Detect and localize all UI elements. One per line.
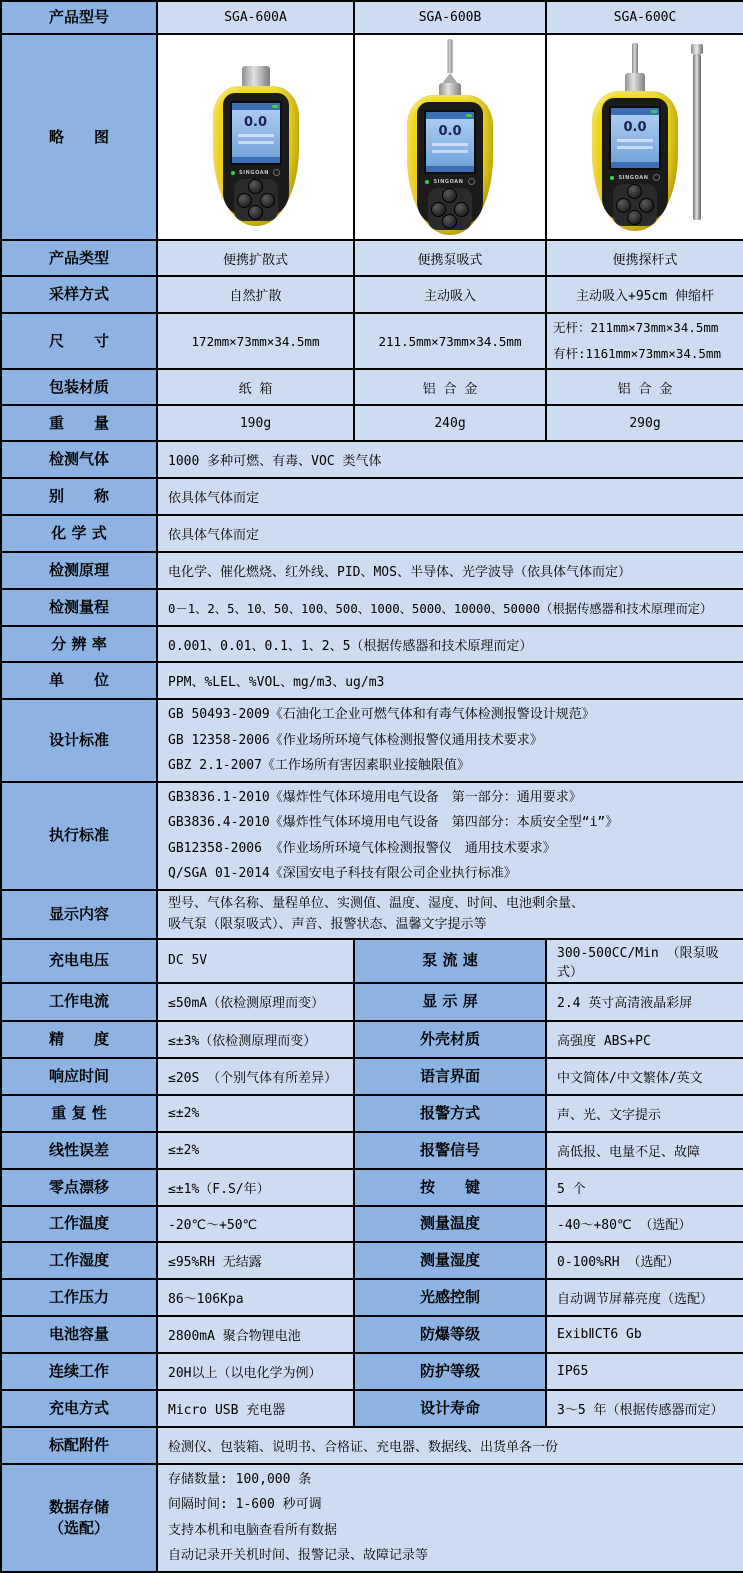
header-label: 产品型号 [1, 1, 157, 34]
row-label: 采样方式 [1, 276, 157, 313]
table-row [1, 1058, 743, 1095]
row-label [1, 1464, 157, 1572]
spec-label: 防爆等级 [354, 1316, 546, 1353]
brand-label: SINGOAN [238, 169, 270, 176]
row-label: 检测原理 [1, 552, 157, 589]
led-indicator [610, 176, 614, 180]
row-label: 检测气体 [1, 441, 157, 478]
cell-b: 主动吸入 [354, 276, 546, 313]
right-button-icon [454, 202, 469, 217]
screen-statusbar [232, 103, 280, 110]
table-row [1, 983, 743, 1021]
model-c-name: SGA-600C [546, 1, 743, 34]
spec-label: 充电电压 [1, 939, 157, 983]
menu-button-icon [627, 184, 642, 199]
enter-button-icon [442, 214, 457, 229]
spec-value: 2800mA 聚合物锂电池 [157, 1316, 354, 1353]
cell-a: 自然扩散 [157, 276, 354, 313]
spec-label: 充电方式 [1, 1390, 157, 1427]
lcd-screen [609, 106, 661, 170]
power-icon [653, 174, 660, 181]
table-row [1, 1427, 743, 1464]
spec-label: 按 键 [354, 1169, 546, 1206]
row-value: 0.001、0.01、0.1、1、2、5（根据传感器和技术原理而定） [157, 626, 743, 662]
row-value: 检测仪、包装箱、说明书、合格证、充电器、数据线、出货单各一份 [157, 1427, 743, 1464]
spec-value: 声、光、文字提示 [546, 1095, 743, 1132]
table-row [1, 1169, 743, 1206]
row-label: 包装材质 [1, 369, 157, 405]
spec-value: -20℃～+50℃ [157, 1206, 354, 1242]
cell-a: 190g [157, 405, 354, 441]
row-label: 产品类型 [1, 240, 157, 276]
row-label: 化 学 式 [1, 515, 157, 552]
spec-label: 显 示 屏 [354, 983, 546, 1021]
spec-value: 自动调节屏幕亮度（选配） [546, 1279, 743, 1316]
detector-body [592, 91, 678, 231]
cell-c [546, 313, 743, 369]
cell-b: 240g [354, 405, 546, 441]
brand-label: SINGOAN [618, 174, 649, 181]
detector-face [223, 93, 289, 217]
table-row [1, 1021, 743, 1058]
spec-value: 高强度 ABS+PC [546, 1021, 743, 1058]
cell-c: 主动吸入+95cm 伸缩杆 [546, 276, 743, 313]
row-value: PPM、%LEL、%VOL、mg/m3、ug/m3 [157, 662, 743, 699]
right-button-icon [639, 198, 654, 213]
spec-label: 电池容量 [1, 1316, 157, 1353]
lcd-screen [230, 101, 282, 165]
table-row [1, 405, 743, 441]
row-label: 执行标准 [1, 782, 157, 890]
screen-line [432, 150, 468, 153]
table-row [1, 662, 743, 699]
screen-line [617, 146, 653, 149]
standard-line: GB 12358-2006《作业场所环境气体检测报警仪通用技术要求》 [168, 732, 543, 748]
row-value: 1000 多种可燃、有毒、VOC 类气体 [157, 441, 743, 478]
table-row [1, 240, 743, 276]
standard-line: GB3836.4-2010《爆炸性气体环境用电气设备 第四部分：本质安全型“i”》 [168, 815, 619, 830]
standard-line: Q/SGA 01-2014《深国安电子科技有限公司企业执行标准》 [168, 866, 517, 881]
cell-b: 便携泵吸式 [354, 240, 546, 276]
gas-detector-image-b [404, 39, 496, 235]
detector-body [213, 86, 299, 226]
table-row [1, 369, 743, 405]
spec-label: 外壳材质 [354, 1021, 546, 1058]
cell-c: 290g [546, 405, 743, 441]
screen-reading: 0.0 [243, 115, 268, 130]
row-value: 依具体气体而定 [157, 515, 743, 552]
spec-value: 20H以上（以电化学为例） [157, 1353, 354, 1390]
label-line: 数据存储 [48, 1498, 109, 1517]
spec-value: ≤20S （个别气体有所差异） [157, 1058, 354, 1095]
pump-probe [448, 39, 453, 73]
table-row [1, 589, 743, 626]
battery-icon [466, 114, 472, 117]
table-row [1, 1242, 743, 1279]
row-label: 尺 寸 [1, 313, 157, 369]
spec-value: DC 5V [157, 939, 354, 983]
menu-button-icon [442, 188, 457, 203]
spec-value: 300-500CC/Min （限泵吸式） [546, 939, 743, 983]
power-icon [468, 178, 475, 185]
display-content-line: 吸气泵（限泵吸式）、声音、报警状态、温馨文字提示等 [168, 917, 487, 932]
spec-value: 中文简体/中文繁体/英文 [546, 1058, 743, 1095]
table-row [1, 515, 743, 552]
spec-label: 响应时间 [1, 1058, 157, 1095]
spec-label: 连续工作 [1, 1353, 157, 1390]
battery-icon [272, 105, 278, 108]
storage-line: 支持本机和电脑查看所有数据 [168, 1522, 338, 1538]
button-cluster [613, 184, 657, 226]
spec-label: 零点漂移 [1, 1169, 157, 1206]
row-value [157, 890, 743, 939]
spec-label: 测量湿度 [354, 1242, 546, 1279]
spec-value: ≤±3%（依检测原理而变） [157, 1021, 354, 1058]
spec-label: 光感控制 [354, 1279, 546, 1316]
gas-detector-image-c [589, 43, 681, 231]
spec-value: ≤±1%（F.S/年） [157, 1169, 354, 1206]
enter-button-icon [248, 205, 263, 220]
spec-value: 2.4 英寸高清液晶彩屏 [546, 983, 743, 1021]
spec-label: 工作湿度 [1, 1242, 157, 1279]
menu-button-icon [248, 179, 263, 194]
storage-line: 自动记录开关机时间、报警记录、故障记录等 [168, 1548, 429, 1563]
spec-label: 语言界面 [354, 1058, 546, 1095]
cell-a: 纸 箱 [157, 369, 354, 405]
screen-line [238, 141, 274, 144]
screen-reading: 0.0 [438, 124, 462, 139]
cell-b: 铝 合 金 [354, 369, 546, 405]
spec-label: 工作电流 [1, 983, 157, 1021]
screen-statusbar [611, 108, 659, 115]
cell-a: 172mm×73mm×34.5mm [157, 313, 354, 369]
table-row [1, 1095, 743, 1132]
model-b-name: SGA-600B [354, 1, 546, 34]
standard-line: GB3836.1-2010《爆炸性气体环境用电气设备 第一部分：通用要求》 [168, 789, 582, 805]
spec-label: 报警信号 [354, 1132, 546, 1169]
spec-value: ≤±2% [157, 1132, 354, 1169]
spec-label: 工作压力 [1, 1279, 157, 1316]
spec-value: Micro USB 充电器 [157, 1390, 354, 1427]
spec-label: 精 度 [1, 1021, 157, 1058]
spec-value: ≤95%RH 无结露 [157, 1242, 354, 1279]
model-a-name: SGA-600A [157, 1, 354, 34]
table-row [1, 276, 743, 313]
dimension-line: 有杆:1161mm×73mm×34.5mm [553, 346, 721, 361]
label-line: （选配） [48, 1518, 109, 1537]
table-row [1, 699, 743, 782]
table-row [1, 1279, 743, 1316]
table-row [1, 1206, 743, 1242]
spec-value: 高低报、电量不足、故障 [546, 1132, 743, 1169]
rod-tip [691, 44, 703, 54]
standard-line: GB12358-2006 《作业场所环境气体检测报警仪 通用技术要求》 [168, 840, 556, 856]
screen-bottombar [426, 166, 474, 172]
table-row [1, 782, 743, 890]
table-row [1, 890, 743, 939]
row-label: 重 量 [1, 405, 157, 441]
cell-c: 便携探杆式 [546, 240, 743, 276]
table-row [1, 1390, 743, 1427]
sketch-cell-a [157, 34, 354, 240]
spec-label: 线性误差 [1, 1132, 157, 1169]
screen-line [432, 143, 468, 146]
spec-value: 3～5 年（根据传感器而定） [546, 1390, 743, 1427]
screen-reading: 0.0 [623, 120, 647, 135]
row-label: 显示内容 [1, 890, 157, 939]
spec-label: 设计寿命 [354, 1390, 546, 1427]
row-value: 电化学、催化燃烧、红外线、PID、MOS、半导体、光学波导（依具体气体而定） [157, 552, 743, 589]
detector-body [407, 95, 493, 235]
spec-label: 泵 流 速 [354, 939, 546, 983]
spec-value: 86～106Kpa [157, 1279, 354, 1316]
right-button-icon [260, 193, 275, 208]
table-row [1, 626, 743, 662]
button-cluster [234, 179, 278, 221]
spec-value: 5 个 [546, 1169, 743, 1206]
sketch-cell-c [546, 34, 743, 240]
row-value [157, 782, 743, 890]
sketch-label: 略 图 [1, 34, 157, 240]
row-label: 分 辨 率 [1, 626, 157, 662]
screen-statusbar [426, 112, 474, 119]
row-label: 检测量程 [1, 589, 157, 626]
spec-value: ExibⅡCT6 Gb [546, 1316, 743, 1353]
table-row [1, 939, 743, 983]
sensor-probe [632, 43, 638, 75]
sketch-cell-b [354, 34, 546, 240]
table-row [1, 1464, 743, 1572]
brand-label: SINGOAN [433, 178, 464, 185]
table-row [1, 478, 743, 515]
row-value [157, 1464, 743, 1572]
telescopic-rod-image [693, 54, 701, 220]
row-value [157, 699, 743, 782]
display-content-line: 型号、气体名称、量程单位、实测值、温度、湿度、时间、电池剩余量、 [168, 896, 585, 911]
row-value: 0－1、2、5、10、50、100、500、1000、5000、10000、50000（根据传感器和技术原理而定） [157, 589, 743, 626]
screen-line [617, 139, 653, 142]
gas-detector-image-a [210, 48, 302, 226]
screen-bottombar [611, 162, 659, 168]
storage-line: 存储数量: 100,000 条 [168, 1471, 312, 1487]
row-label: 单 位 [1, 662, 157, 699]
spec-label: 防护等级 [354, 1353, 546, 1390]
led-indicator [425, 180, 429, 184]
screen-line [238, 134, 274, 137]
cell-c: 铝 合 金 [546, 369, 743, 405]
button-cluster [428, 188, 472, 230]
power-icon [273, 169, 280, 176]
battery-icon [651, 110, 657, 113]
spec-value: ≤±2% [157, 1095, 354, 1132]
spec-label: 工作温度 [1, 1206, 157, 1242]
sketch-row [1, 34, 743, 240]
spec-value: IP65 [546, 1353, 743, 1390]
storage-line: 间隔时间: 1-600 秒可调 [168, 1497, 322, 1512]
spec-label: 报警方式 [354, 1095, 546, 1132]
table-row [1, 1353, 743, 1390]
cell-a: 便携扩散式 [157, 240, 354, 276]
detector-face [602, 98, 668, 222]
standard-line: GBZ 2.1-2007《工作场所有害因素职业接触限值》 [168, 758, 470, 773]
dimension-line: 无杆：211mm×73mm×34.5mm [553, 320, 719, 335]
enter-button-icon [627, 210, 642, 225]
led-indicator [231, 171, 235, 175]
row-label: 标配附件 [1, 1427, 157, 1464]
standard-line: GB 50493-2009《石油化工企业可燃气体和有毒气体检测报警设计规范》 [168, 707, 595, 722]
table-row [1, 1132, 743, 1169]
screen-bottombar [232, 157, 280, 163]
table-row [1, 1316, 743, 1353]
detector-face [417, 102, 483, 226]
row-label: 别 称 [1, 478, 157, 515]
spec-value: 0-100%RH （选配） [546, 1242, 743, 1279]
spec-label: 重 复 性 [1, 1095, 157, 1132]
header-row [1, 1, 743, 34]
row-label: 设计标准 [1, 699, 157, 782]
table-row [1, 552, 743, 589]
table-row [1, 313, 743, 369]
cell-b: 211.5mm×73mm×34.5mm [354, 313, 546, 369]
row-value: 依具体气体而定 [157, 478, 743, 515]
spec-label: 测量温度 [354, 1206, 546, 1242]
lcd-screen [424, 110, 476, 174]
spec-value: ≤50mA（依检测原理而变） [157, 983, 354, 1021]
spec-value: -40～+80℃ （选配） [546, 1206, 743, 1242]
table-row [1, 441, 743, 478]
